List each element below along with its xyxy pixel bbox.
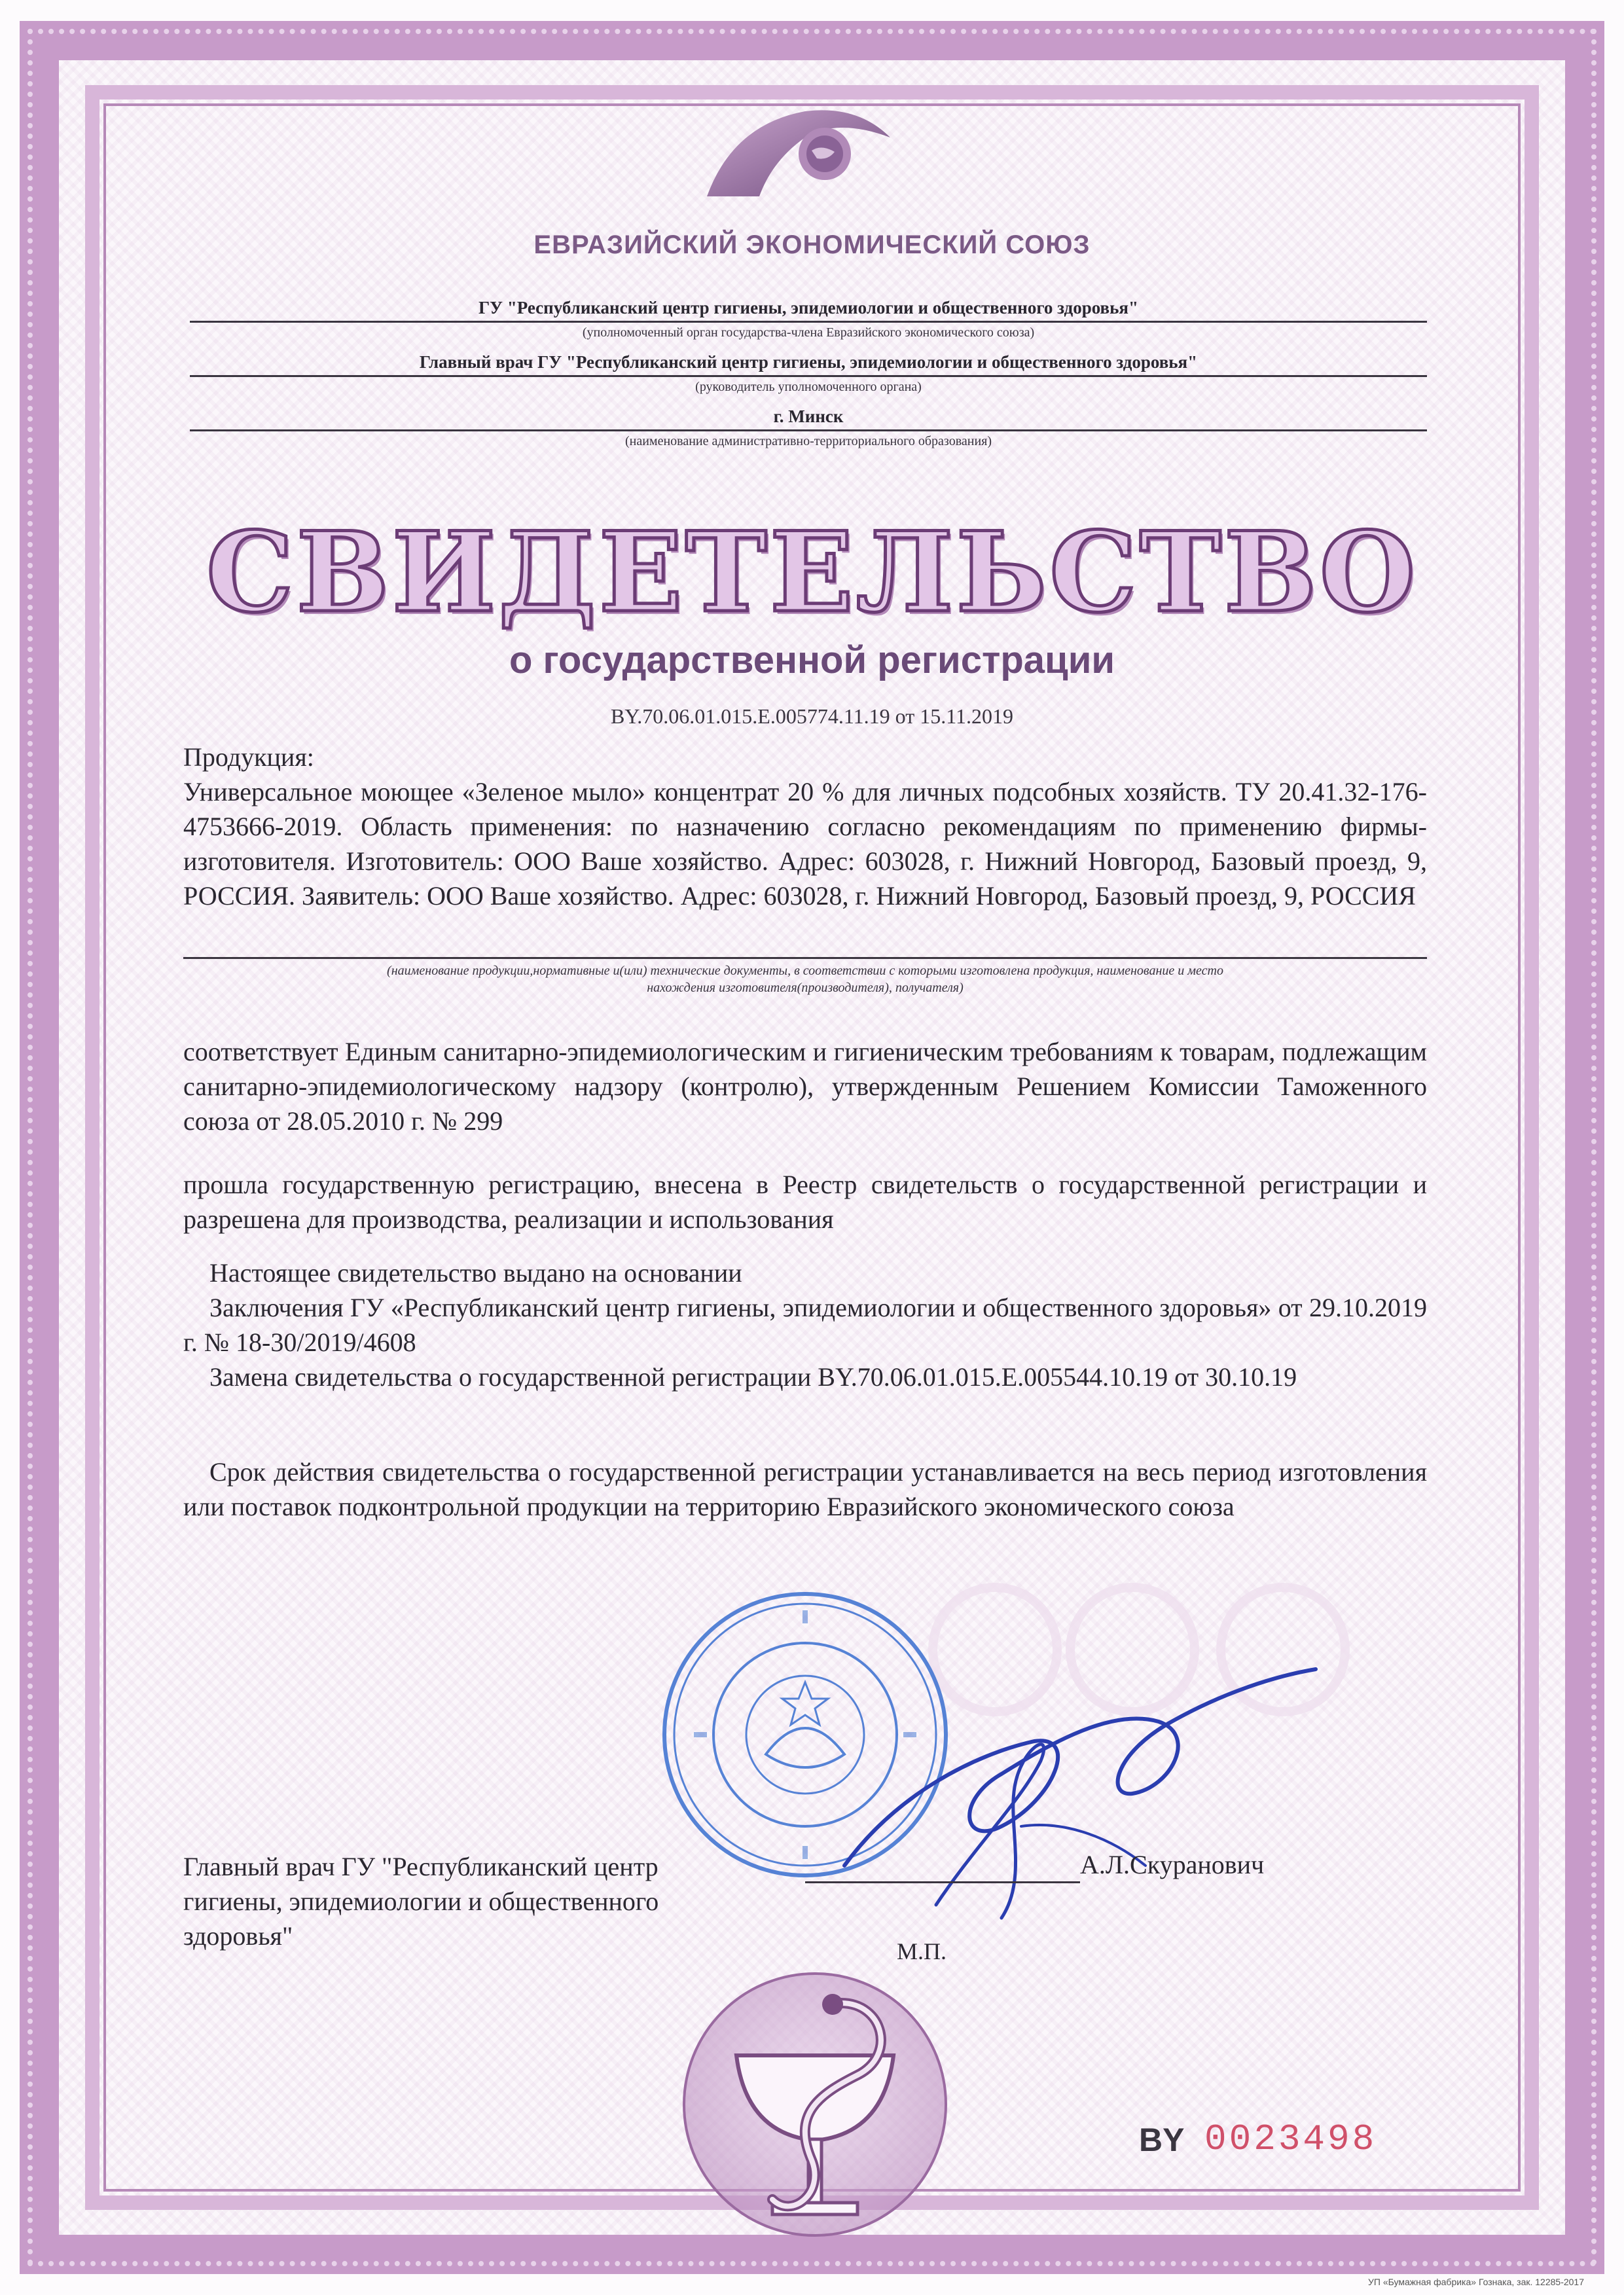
authority-name: ГУ "Республиканский центр гигиены, эпидемиологии и общественного здоровья" xyxy=(190,298,1427,323)
registration-text: прошла государственную регистрацию, внесена в Реестр свидетельств о государственной регистрации и разрешена для производства, реализации и использования xyxy=(183,1170,1427,1234)
medical-bowl-snake-icon xyxy=(661,1964,969,2245)
serial-number: 0023498 xyxy=(1204,2118,1377,2160)
authority-head: Главный врач ГУ "Республиканский центр гигиены, эпидемиологии и общественного здоровья" xyxy=(190,352,1427,377)
document-subtitle: о государственной регистрации xyxy=(509,639,1115,681)
signature-line xyxy=(805,1881,1080,1883)
basis-intro: Настоящее свидетельство выдано на основании xyxy=(209,1258,742,1288)
stamp-place-label: М.П. xyxy=(897,1938,947,1964)
authority-head-caption: (руководитель уполномоченного органа) xyxy=(695,380,922,394)
product-description: Универсальное моющее «Зеленое мыло» концентрат 20 % для личных подсобных хозяйств. ТУ 20.41.32-176-4753666-2019. Область применения: по назначению согласно рекомендациям по применению фирмы-изготовителя. Изготовитель: ООО Ваше хозяйство. Адрес: 603028, г. Нижний Новгород, Базовый проезд, 9, РОССИЯ. Заявитель: ООО Ваше хозяйство. Адрес: 603028, г. Нижний Новгород, Базовый проезд, 9, РОССИЯ xyxy=(183,777,1427,911)
registration-number: BY.70.06.01.015.E.005774.11.19 от 15.11.2019 xyxy=(610,704,1014,728)
signatory-position-line2: гигиены, эпидемиологии и общественного xyxy=(183,1887,659,1916)
signatory-position-line3: здоровья" xyxy=(183,1921,293,1951)
basis-replacement: Замена свидетельства о государственной регистрации BY.70.06.01.015.E.005544.10.19 от 30.10.19 xyxy=(209,1362,1297,1392)
city-caption: (наименование административно-территориального образования) xyxy=(624,434,992,448)
printer-imprint: УП «Бумажная фабрика» Гознака, зак. 12285-2017 xyxy=(1368,2277,1584,2287)
serial-prefix: BY xyxy=(1139,2122,1185,2158)
city: г. Минск xyxy=(190,407,1427,431)
eaeu-logo-icon xyxy=(694,98,903,203)
basis-conclusion: Заключения ГУ «Республиканский центр гигиены, эпидемиологии и общественного здоровья» от 29.10.2019 г. № 18-30/2019/4608 xyxy=(183,1293,1427,1357)
union-name: ЕВРАЗИЙСКИЙ ЭКОНОМИЧЕСКИЙ СОЮЗ xyxy=(533,230,1091,259)
document-title: СВИДЕТЕЛЬСТВО xyxy=(206,507,1418,637)
compliance-text: соответствует Единым санитарно-эпидемиологическим и гигиеническим требованиям к товарам, подлежащим санитарно-эпидемиологическому надзору (контролю), утвержденным Решением Комиссии Таможенного союза от 28.05.2010 г. № 299 xyxy=(183,1037,1427,1136)
signatory-name: А.Л.Скуранович xyxy=(1080,1850,1265,1879)
product-label: Продукция: xyxy=(183,742,314,772)
authority-caption: (уполномоченный орган государства-члена Евразийского экономического союза) xyxy=(582,325,1035,340)
product-caption-line1: (наименование продукции,нормативные и(или) технические документы, в соответствии с которыми изготовлена продукция, наименование и место xyxy=(387,964,1223,978)
signature-scribble xyxy=(805,1630,1329,1970)
validity-text: Срок действия свидетельства о государственной регистрации устанавливается на весь период изготовления или поставок подконтрольной продукции на территорию Евразийского экономического союза xyxy=(183,1457,1427,1521)
product-caption-line2: нахождения изготовителя(производителя), получателя) xyxy=(647,981,964,995)
signatory-position-line1: Главный врач ГУ "Республиканский центр xyxy=(183,1852,659,1881)
product-rule xyxy=(183,957,1427,959)
